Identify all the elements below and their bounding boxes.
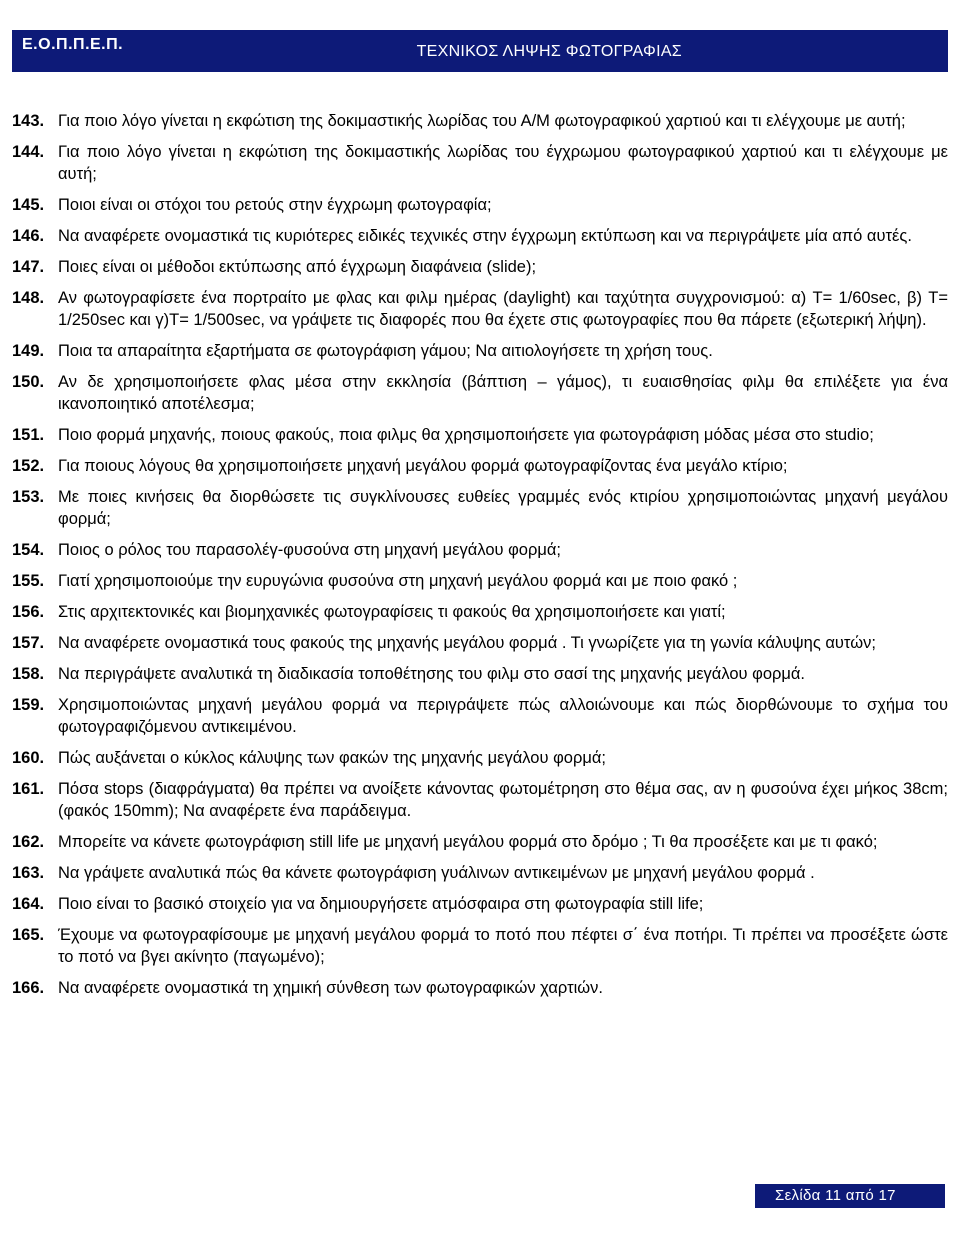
question-text: Ποιος ο ρόλος του παρασολέγ-φυσούνα στη μηχανή μεγάλου φορμά; — [58, 541, 561, 559]
question-number: 166. — [12, 979, 45, 997]
question-text: Πόσα stops (διαφράγματα) θα πρέπει να ανοίξετε κάνοντας φωτομέτρηση στο θέμα σας, αν η φυσούνα έχει μήκος 38cm; (φακός 150mm); Να αναφέρετε ένα παράδειγμα. — [58, 780, 948, 820]
question-item — [12, 424, 948, 446]
question-number: 158. — [12, 665, 45, 683]
question-item — [12, 455, 948, 477]
question-number: 148. — [12, 289, 45, 307]
question-text: Για ποιους λόγους θα χρησιμοποιήσετε μηχανή μεγάλου φορμά φωτογραφίζοντας ένα μεγάλο κτίριο; — [58, 457, 788, 475]
question-item — [12, 831, 948, 853]
question-text: Να αναφέρετε ονομαστικά τις κυριότερες ειδικές τεχνικές στην έγχρωμη εκτύπωση και να περιγράψετε μία από αυτές. — [58, 227, 912, 245]
question-item — [12, 194, 948, 216]
question-text: Μπορείτε να κάνετε φωτογράφιση still life με μηχανή μεγάλου φορμά στο δρόμο ; Τι θα προσέξετε και με τι φακό; — [58, 833, 878, 851]
question-text: Να γράψετε αναλυτικά πώς θα κάνετε φωτογράφιση γυάλινων αντικειμένων με μηχανή μεγάλου φορμά . — [58, 864, 815, 882]
question-item — [12, 632, 948, 654]
question-text: Ποιο φορμά μηχανής, ποιους φακούς, ποια φιλμς θα χρησιμοποιήσετε για φωτογράφιση μόδας μέσα στο studio; — [58, 426, 874, 444]
question-number: 147. — [12, 258, 45, 276]
question-number: 157. — [12, 634, 45, 652]
question-number: 152. — [12, 457, 45, 475]
question-number: 146. — [12, 227, 45, 245]
question-text: Αν δε χρησιμοποιήσετε φλας μέσα στην εκκλησία (βάπτιση – γάμος), τι ευαισθησίας φιλμ θα επιλέξετε για ένα ικανοποιητικό αποτέλεσμα; — [58, 373, 948, 413]
question-item — [12, 747, 948, 769]
question-text: Ποια τα απαραίτητα εξαρτήματα σε φωτογράφιση γάμου; Να αιτιολογήσετε τη χρήση τους. — [58, 342, 713, 360]
question-number: 159. — [12, 696, 45, 714]
question-text: Έχουμε να φωτογραφίσουμε με μηχανή μεγάλου φορμά το ποτό που πέφτει σ΄ ένα ποτήρι. Τι πρέπει να προσέξετε ώστε το ποτό να βγει ακίνητο (παγωμένο); — [58, 926, 948, 966]
question-item — [12, 694, 948, 738]
question-text: Ποιες είναι οι μέθοδοι εκτύπωσης από έγχρωμη διαφάνεια (slide); — [58, 258, 537, 276]
question-text: Ποιο είναι το βασικό στοιχείο για να δημιουργήσετε ατμόσφαιρα στη φωτογραφία still life; — [58, 895, 704, 913]
question-number: 150. — [12, 373, 45, 391]
question-number: 143. — [12, 112, 45, 130]
question-text: Πώς αυξάνεται ο κύκλος κάλυψης των φακών της μηχανής μεγάλου φορμά; — [58, 749, 606, 767]
question-item — [12, 287, 948, 331]
question-number: 160. — [12, 749, 45, 767]
question-item — [12, 893, 948, 915]
question-text: Γιατί χρησιμοποιούμε την ευρυγώνια φυσούνα στη μηχανή μεγάλου φορμά και με ποιο φακό ; — [58, 572, 738, 590]
question-item — [12, 110, 948, 132]
question-number: 164. — [12, 895, 45, 913]
question-number: 151. — [12, 426, 45, 444]
question-item — [12, 778, 948, 822]
page-header — [12, 30, 948, 72]
page-footer — [755, 1184, 945, 1208]
question-item — [12, 256, 948, 278]
question-text: Να αναφέρετε ονομαστικά τους φακούς της μηχανής μεγάλου φορμά . Τι γνωρίζετε για τη γωνία κάλυψης αυτών; — [58, 634, 876, 652]
question-list — [12, 110, 948, 1008]
question-item — [12, 862, 948, 884]
question-item — [12, 539, 948, 561]
question-item — [12, 340, 948, 362]
question-item — [12, 225, 948, 247]
question-number: 161. — [12, 780, 45, 798]
question-number: 155. — [12, 572, 45, 590]
question-text: Χρησιμοποιώντας μηχανή μεγάλου φορμά να περιγράψετε πώς αλλοιώνουμε και πώς διορθώνουμε το σχήμα του φωτογραφιζόμενου αντικειμένου. — [58, 696, 948, 736]
question-number: 165. — [12, 926, 45, 944]
question-text: Να περιγράψετε αναλυτικά τη διαδικασία τοποθέτησης του φιλμ στο σασί της μηχανής μεγάλου φορμά. — [58, 665, 806, 683]
question-item — [12, 977, 948, 999]
question-text: Με ποιες κινήσεις θα διορθώσετε τις συγκλίνουσες ευθείες γραμμές ενός κτιρίου χρησιμοποιώντας μηχανή μεγάλου φορμά; — [58, 488, 948, 528]
question-number: 144. — [12, 143, 45, 161]
document-title: ΤΕΧΝΙΚΟΣ ΛΗΨΗΣ ΦΩΤΟΓΡΑΦΙΑΣ — [416, 43, 682, 60]
organization-name: Ε.Ο.Π.Π.Ε.Π. — [22, 36, 124, 53]
question-number: 154. — [12, 541, 45, 559]
question-number: 145. — [12, 196, 45, 214]
question-item — [12, 924, 948, 968]
question-item — [12, 141, 948, 185]
question-number: 163. — [12, 864, 45, 882]
question-text: Στις αρχιτεκτονικές και βιομηχανικές φωτογραφίσεις τι φακούς θα χρησιμοποιήσετε και γιατί; — [58, 603, 726, 621]
question-item — [12, 601, 948, 623]
question-item — [12, 371, 948, 415]
question-number: 153. — [12, 488, 45, 506]
question-item — [12, 663, 948, 685]
question-item — [12, 570, 948, 592]
question-number: 156. — [12, 603, 45, 621]
page-number: Σελίδα 11 από 17 — [775, 1187, 896, 1204]
question-number: 162. — [12, 833, 45, 851]
question-text: Για ποιο λόγο γίνεται η εκφώτιση της δοκιμαστικής λωρίδας του έγχρωμου φωτογραφικού χαρτιού και τι ελέγχουμε με αυτή; — [58, 143, 948, 183]
question-text: Να αναφέρετε ονομαστικά τη χημική σύνθεση των φωτογραφικών χαρτιών. — [58, 979, 603, 997]
question-text: Αν φωτογραφίσετε ένα πορτραίτο με φλας και φιλμ ημέρας (daylight) και ταχύτητα συγχρονισμού: α) T= 1/60sec, β) T= 1/250sec και γ)T= 1/500sec, να γράψετε τις διαφορές που θα έχετε στις φωτογραφίες που θα πάρετε (εξωτερική λήψη). — [58, 289, 948, 329]
question-text: Ποιοι είναι οι στόχοι του ρετούς στην έγχρωμη φωτογραφία; — [58, 196, 492, 214]
question-number: 149. — [12, 342, 45, 360]
question-item — [12, 486, 948, 530]
question-text: Για ποιο λόγο γίνεται η εκφώτιση της δοκιμαστικής λωρίδας του Α/Μ φωτογραφικού χαρτιού και τι ελέγχουμε με αυτή; — [58, 112, 906, 130]
